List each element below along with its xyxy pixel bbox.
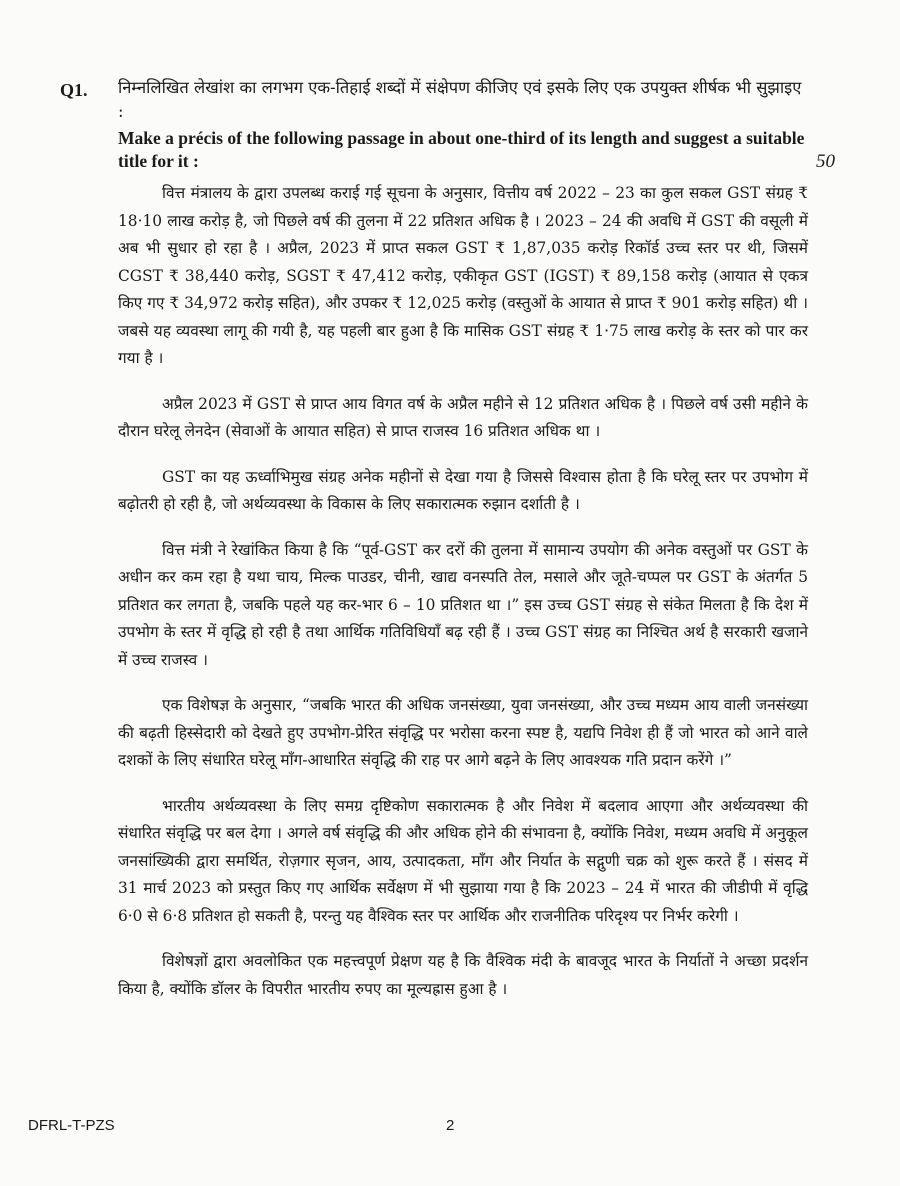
- marks: 50: [816, 151, 835, 172]
- instruction-english: Make a précis of the following passage in about one-third of its length and suggest a suitable title for it :: [118, 128, 805, 171]
- passage-paragraph-7: विशेषज्ञों द्वारा अवलोकित एक महत्त्वपूर्ण प्रेक्षण यह है कि वैश्विक मंदी के बावजूद भारत के निर्यातों ने अच्छा प्रदर्शन किया है, क्योंकि डॉलर के विपरीत भारतीय रुपए का मूल्यह्रास हुआ है ।: [118, 952, 808, 998]
- passage-paragraph-1: वित्त मंत्रालय के द्वारा उपलब्ध कराई गई सूचना के अनुसार, वित्तीय वर्ष 2022 – 23 का कुल सकल GST संग्रह ₹ 18·10 लाख करोड़ है, जो पिछले वर्ष की तुलना में 22 प्रतिशत अधिक है । 2023 – 24 की अवधि में GST की वसूली में अब भी सुधार हो रहा है । अप्रैल, 2023 में प्राप्त सकल GST ₹ 1,87,035 करोड़ रिकॉर्ड उच्च स्तर पर थी, जिसमें CGST ₹ 38,440 करोड़, SGST ₹ 47,412 करोड़, एकीकृत GST (IGST) ₹ 89,158 करोड़ (आयात से एकत्र किए गए ₹ 34,972 करोड़ सहित), और उपकर ₹ 12,025 करोड़ (वस्तुओं के आयात से प्राप्त ₹ 901 करोड़ सहित) थी । जबसे यह व्यवस्था लागू की गयी है, यह पहली बार हुआ है कि मासिक GST संग्रह ₹ 1·75 लाख करोड़ के स्तर को पार कर गया है ।: [118, 184, 808, 367]
- instruction-hindi: निम्नलिखित लेखांश का लगभग एक-तिहाई शब्दों में संक्षेपण कीजिए एवं इसके लिए एक उपयुक्त शीर्षक भी सुझाइए :: [118, 78, 802, 121]
- passage-paragraph-4: वित्त मंत्री ने रेखांकित किया है कि “पूर्व-GST कर दरों की तुलना में सामान्य उपयोग की अनेक वस्तुओं पर GST के अधीन कर कम रहा है यथा चाय, मिल्क पाउडर, चीनी, खाद्य वनस्पति तेल, मसाले और जूते-चप्पल पर GST के अंतर्गत 5 प्रतिशत कर लगता है, जबकि पहले यह कर-भार 6 – 10 प्रतिशत था ।” इस उच्च GST संग्रह से संकेत मिलता है कि देश में उपभोग के स्तर में वृद्धि हो रही है तथा आर्थिक गतिविधियाँ बढ़ रही हैं । उच्च GST संग्रह का निश्चित अर्थ है सरकारी खजाने में उच्च राजस्व ।: [118, 540, 808, 669]
- passage: [118, 180, 808, 1021]
- question-number: Q1.: [60, 80, 88, 100]
- passage-paragraph-5: एक विशेषज्ञ के अनुसार, “जबकि भारत की अधिक जनसंख्या, युवा जनसंख्या, और उच्च मध्यम आय वाली जनसंख्या की बढ़ती हिस्सेदारी को देखते हुए उपभोग-प्रेरित संवृद्धि पर भरोसा करना स्पष्ट है, यद्यपि निवेश ही हैं जो भारत को आने वाले दशकों के लिए संधारित घरेलू माँग-आधारित संवृद्धि की राह पर आगे बढ़ने के लिए आवश्यक गति प्रदान करेंगे ।”: [118, 696, 808, 769]
- passage-paragraph-2: अप्रैल 2023 में GST से प्राप्त आय विगत वर्ष के अप्रैल महीने से 12 प्रतिशत अधिक है । पिछले वर्ष उसी महीने के दौरान घरेलू लेनदेन (सेवाओं के आयात सहित) से प्राप्त राजस्व 16 प्रतिशत अधिक था ।: [118, 394, 808, 440]
- passage-paragraph-3: GST का यह ऊर्ध्वाभिमुख संग्रह अनेक महीनों से देखा गया है जिससे विश्वास होता है कि घरेलू स्तर पर उपभोग में बढ़ोतरी हो रही है, जो अर्थव्यवस्था के विकास के लिए सकारात्मक रुझान दर्शाती है ।: [118, 467, 808, 513]
- page-number: 2: [446, 1117, 455, 1134]
- paper-code: DFRL-T-PZS: [28, 1117, 115, 1134]
- passage-paragraph-6: भारतीय अर्थव्यवस्था के लिए समग्र दृष्टिकोण सकारात्मक है और निवेश में बदलाव आएगा और अर्थव्यवस्था की संधारित संवृद्धि पर बल देगा । अगले वर्ष संवृद्धि की और अधिक होने की संभावना है, क्योंकि निवेश, मध्यम अवधि में अनुकूल जनसांख्यिकी द्वारा समर्थित, रोज़गार सृजन, आय, उत्पादकता, माँग और निर्यात के सद्गुणी चक्र को शुरू करते हैं । संसद में 31 मार्च 2023 को प्रस्तुत किए गए आर्थिक सर्वेक्षण में भी सुझाया गया है कि 2023 – 24 में भारत की जीडीपी में वृद्धि 6·0 से 6·8 प्रतिशत हो सकती है, परन्तु यह वैश्विक स्तर पर आर्थिक और राजनीतिक परिदृश्य पर निर्भर करेगी ।: [118, 796, 808, 925]
